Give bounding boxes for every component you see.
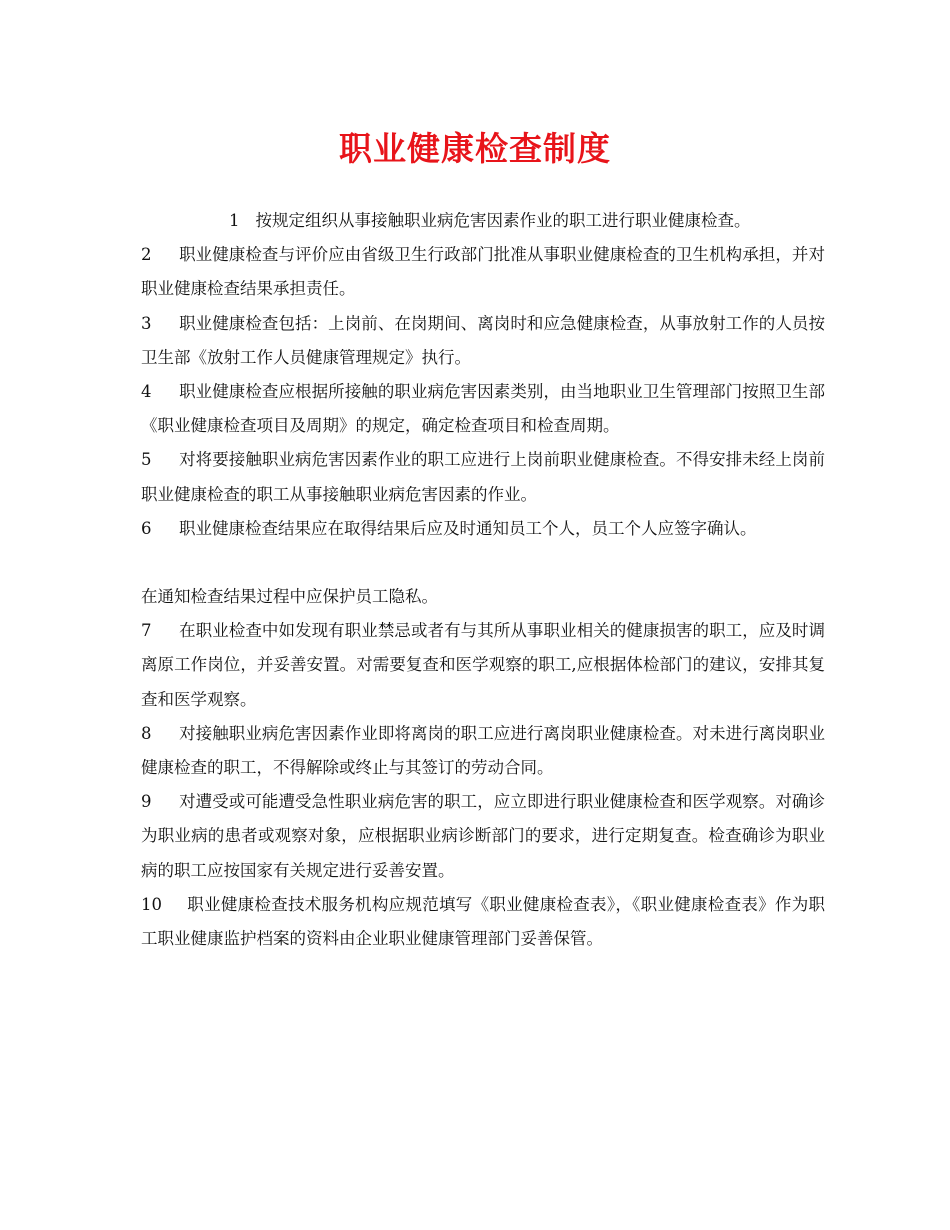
clause-number: 4 <box>141 382 152 402</box>
clause-8 <box>141 717 825 785</box>
clause-number: 8 <box>141 723 152 743</box>
clause-1 <box>141 204 825 238</box>
document-body <box>141 204 825 956</box>
clause-3 <box>141 307 825 375</box>
clause-text: 职业健康检查包括：上岗前、在岗期间、离岗时和应急健康检查，从事放射工作的人员按卫生部《放射工作人员健康管理规定》执行。 <box>141 313 825 367</box>
clause-2 <box>141 238 825 306</box>
clause-text: 职业健康检查技术服务机构应规范填写《职业健康检查表》，《职业健康检查表》作为职工职业健康监护档案的资料由企业职业健康管理部门妥善保管。 <box>141 894 825 949</box>
clause-7 <box>141 614 825 717</box>
document-title: 职业健康检查制度 <box>339 129 611 168</box>
clause-6 <box>141 512 825 546</box>
clause-number: 2 <box>141 245 152 265</box>
clause-6-continuation <box>141 580 825 614</box>
clause-number: 3 <box>141 313 152 333</box>
clause-number: 7 <box>141 621 152 641</box>
clause-text: 对接触职业病危害因素作业即将离岗的职工应进行离岗职业健康检查。对未进行离岗职业健康检查的职工，不得解除或终止与其签订的劳动合同。 <box>141 723 825 778</box>
clause-number: 9 <box>141 792 152 812</box>
clause-text: 在通知检查结果过程中应保护员工隐私。 <box>141 587 438 607</box>
clause-text: 按规定组织从事接触职业病危害因素作业的职工进行职业健康检查。 <box>255 211 751 230</box>
clause-number: 6 <box>141 518 152 538</box>
clause-number: 5 <box>141 450 152 470</box>
clause-text: 对将要接触职业病危害因素作业的职工应进行上岗前职业健康检查。不得安排未经上岗前职业健康检查的职工从事接触职业病危害因素的作业。 <box>141 450 825 504</box>
clause-4 <box>141 375 825 443</box>
clause-9 <box>141 785 825 888</box>
clause-10 <box>141 888 825 956</box>
clause-number: 10 <box>141 894 162 914</box>
clause-text: 在职业检查中如发现有职业禁忌或者有与其所从事职业相关的健康损害的职工，应及时调离原工作岗位，并妥善安置。对需要复查和医学观察的职工,应根据体检部门的建议，安排其复查和医学观察。 <box>141 621 825 709</box>
clause-number: 1 <box>229 211 240 230</box>
clause-text: 对遭受或可能遭受急性职业病危害的职工，应立即进行职业健康检查和医学观察。对确诊为职业病的患者或观察对象，应根据职业病诊断部门的要求，进行定期复查。检查确诊为职业病的职工应按国家有关规定进行妥善安置。 <box>141 792 825 880</box>
clause-5 <box>141 443 825 511</box>
clause-text: 职业健康检查应根据所接触的职业病危害因素类别，由当地职业卫生管理部门按照卫生部《职业健康检查项目及周期》的规定，确定检查项目和检查周期。 <box>141 382 825 436</box>
clause-text: 职业健康检查结果应在取得结果后应及时通知员工个人，员工个人应签字确认。 <box>179 518 757 538</box>
clause-text: 职业健康检查与评价应由省级卫生行政部门批准从事职业健康检查的卫生机构承担，并对职业健康检查结果承担责任。 <box>141 245 825 299</box>
